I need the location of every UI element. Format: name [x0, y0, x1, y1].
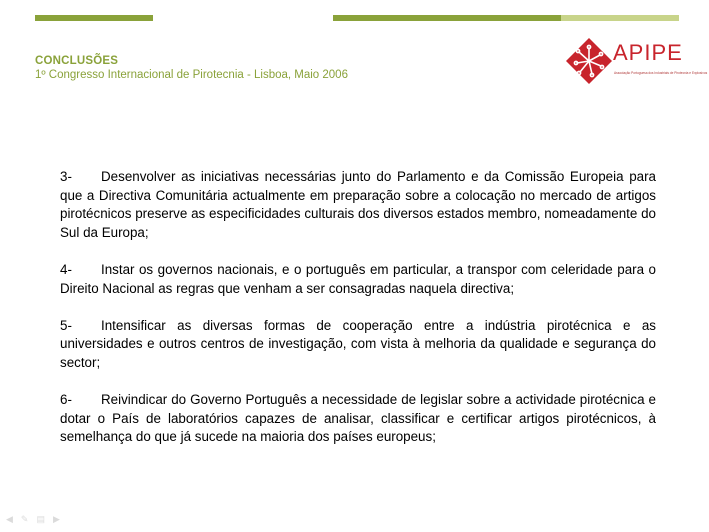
arrow-right-icon[interactable]: ▶	[52, 514, 60, 524]
item-text: Reivindicar do Governo Português a necessidade de legislar sobre a actividade pirotécnica e dotar o País de laboratórios capazes de analisar, classificar e certificar artigos pirotécnicos, à semelhança do que já sucede na maioria dos países europeus;	[60, 392, 656, 445]
item-number: 4-	[60, 261, 72, 277]
item-number: 6-	[60, 392, 72, 408]
top-bar-right	[561, 15, 679, 21]
firework-diamond-icon	[564, 36, 614, 86]
conclusion-item-3	[60, 168, 656, 242]
menu-icon[interactable]: ▤	[36, 514, 45, 524]
item-text: Desenvolver as iniciativas necessárias junto do Parlamento e da Comissão Europeia para que a Directiva Comunitária actualmente em preparação sobre a colocação no mercado de artigos pirotécnicos preserve as especificidades culturais dos diversos estados membro, nomeadamente do Sul da Europa;	[60, 169, 656, 240]
top-bar-left	[35, 15, 153, 21]
conclusion-item-6	[60, 391, 656, 447]
logo-tagline: Associação Portuguesa dos Industriais de Pirotecnia e Explosivos	[614, 71, 708, 75]
top-bar-middle	[333, 15, 561, 21]
conclusion-item-4	[60, 261, 656, 298]
conclusion-item-5	[60, 317, 656, 373]
item-number: 3-	[60, 169, 72, 184]
item-text: Instar os governos nacionais, e o português em particular, a transpor com celeridade para o Direito Nacional as regras que venham a ser consagradas naquela directiva;	[60, 261, 656, 296]
item-number: 5-	[60, 317, 72, 333]
logo-wordmark: APIPE	[613, 40, 683, 65]
pen-icon[interactable]: ✎	[20, 514, 29, 524]
conclusions-list	[60, 168, 656, 466]
slide-subtitle: 1º Congresso Internacional de Pirotecnia - Lisboa, Maio 2006	[35, 69, 348, 81]
apipe-logo	[562, 34, 708, 90]
slide-title: CONCLUSÕES	[35, 55, 119, 67]
slide-navigation	[6, 514, 60, 525]
item-text: Intensificar as diversas formas de cooperação entre a indústria pirotécnica e as universidades e outros centros de investigação, com vista à melhoria da qualidade e segurança do sector;	[60, 317, 656, 370]
arrow-left-icon[interactable]: ◀	[6, 514, 13, 524]
